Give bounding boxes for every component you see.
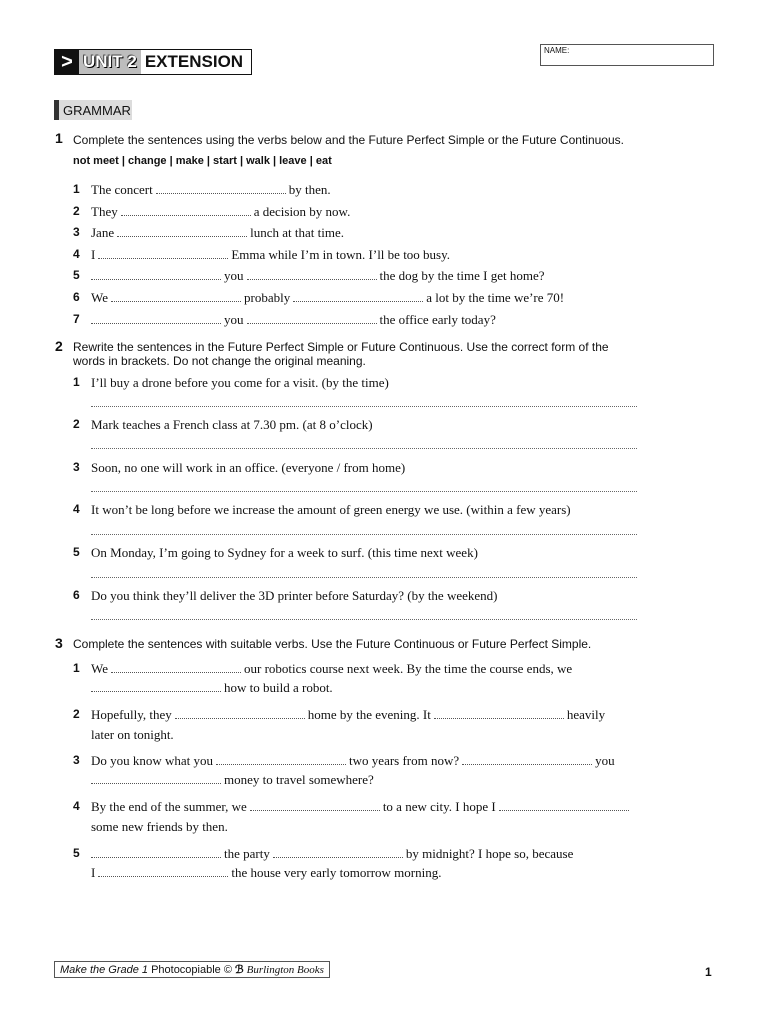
answer-blank[interactable]: [91, 782, 221, 784]
ex1-item-number: 3: [73, 225, 80, 239]
ex2-item-number: 6: [73, 588, 80, 602]
answer-blank[interactable]: [98, 257, 228, 259]
sentence-text: the office early today?: [379, 312, 496, 327]
ex3-item-number: 1: [73, 661, 80, 675]
footer-photocopiable: Photocopiable ©: [151, 963, 232, 976]
answer-line[interactable]: [91, 447, 637, 449]
exercise-2-instruction: [73, 340, 643, 368]
answer-blank[interactable]: [499, 809, 629, 811]
answer-blank[interactable]: [111, 300, 241, 302]
sentence-text: The concert: [91, 182, 153, 197]
ex1-item-7: [91, 312, 496, 328]
ex3-item-4-line-2: some new friends by then.: [91, 819, 228, 834]
arrow-icon: >: [55, 50, 79, 74]
answer-blank[interactable]: [111, 671, 241, 673]
ex3-item-2-line-1: [91, 707, 605, 723]
footer-credit: [54, 961, 330, 978]
ex3-item-1-line-1: [91, 661, 572, 677]
ex1-item-number: 5: [73, 268, 80, 282]
answer-blank[interactable]: [247, 322, 377, 324]
sentence-text: you: [224, 268, 244, 283]
footer-brand: Burlington Books: [246, 963, 324, 976]
answer-line[interactable]: [91, 490, 637, 492]
ex1-item-number: 2: [73, 204, 80, 218]
exercise-3-instruction: Complete the sentences with suitable verbs. Use the Future Continuous or Future Perfect Simple.: [73, 637, 592, 651]
sentence-text: the house very early tomorrow morning.: [231, 865, 442, 880]
exercise-1-instruction: Complete the sentences using the verbs below and the Future Perfect Simple or the Future Continuous.: [73, 133, 624, 147]
answer-blank[interactable]: [91, 322, 221, 324]
answer-line[interactable]: [91, 533, 637, 535]
ex3-item-3-line-1: [91, 753, 615, 769]
answer-line[interactable]: [91, 576, 637, 578]
instruction-line: words in brackets. Do not change the original meaning.: [73, 354, 366, 368]
answer-blank[interactable]: [293, 300, 423, 302]
section-tag-bar: [54, 100, 59, 120]
exercise-3-number: 3: [55, 635, 63, 651]
answer-blank[interactable]: [98, 875, 228, 877]
sentence-text: We: [91, 290, 108, 305]
sentence-text: Emma while I’m in town. I’ll be too busy.: [231, 247, 451, 262]
exercise-2-number: 2: [55, 338, 63, 354]
instruction-line: Rewrite the sentences in the Future Perfect Simple or Future Continuous. Use the correct form of the: [73, 340, 609, 354]
sentence-text: Jane: [91, 225, 115, 240]
unit-label: UNIT 2: [79, 50, 141, 74]
name-field[interactable]: [540, 44, 714, 66]
ex2-item-number: 2: [73, 417, 80, 431]
publisher-logo-icon: ℬ: [234, 964, 244, 976]
ex2-item-sentence: Soon, no one will work in an office. (everyone / from home): [91, 460, 406, 475]
sentence-text: By the end of the summer, we: [91, 799, 247, 814]
ex1-item-number: 7: [73, 312, 80, 326]
ex2-item-sentence: It won’t be long before we increase the amount of green energy we use. (within a few years): [91, 502, 571, 517]
exercise-1-number: 1: [55, 130, 63, 146]
answer-blank[interactable]: [273, 856, 403, 858]
sentence-text: Hopefully, they: [91, 707, 172, 722]
section-tag-label: GRAMMAR: [63, 102, 131, 118]
ex1-item-number: 6: [73, 290, 80, 304]
page-number: 1: [705, 965, 712, 979]
answer-blank[interactable]: [91, 278, 221, 280]
name-label: NAME:: [544, 46, 570, 55]
sentence-text: We: [91, 661, 108, 676]
answer-blank[interactable]: [175, 717, 305, 719]
sentence-text: the dog by the time I get home?: [379, 268, 545, 283]
ex3-item-number: 4: [73, 799, 80, 813]
ex1-item-4: [91, 247, 450, 263]
answer-blank[interactable]: [250, 809, 380, 811]
answer-blank[interactable]: [216, 763, 346, 765]
answer-blank[interactable]: [91, 690, 221, 692]
ex1-item-6: [91, 290, 564, 306]
sentence-text: They: [91, 204, 118, 219]
ex3-item-number: 2: [73, 707, 80, 721]
answer-blank[interactable]: [462, 763, 592, 765]
ex2-item-sentence: On Monday, I’m going to Sydney for a week to surf. (this time next week): [91, 545, 478, 560]
ex3-item-3-line-2: [91, 772, 374, 788]
ex3-item-5-line-2: [91, 865, 441, 881]
sentence-text: a lot by the time we’re 70!: [426, 290, 565, 305]
ex2-item-number: 4: [73, 502, 80, 516]
sentence-text: by then.: [288, 182, 331, 197]
ex2-item-number: 3: [73, 460, 80, 474]
sentence-text: to a new city. I hope I: [382, 799, 496, 814]
sentence-text: home by the evening. It: [307, 707, 431, 722]
answer-blank[interactable]: [434, 717, 564, 719]
sentence-text: lunch at that time.: [250, 225, 344, 240]
answer-blank[interactable]: [156, 192, 286, 194]
sentence-text: the party: [224, 846, 270, 861]
sentence-text: two years from now?: [349, 753, 460, 768]
unit-title: EXTENSION: [144, 52, 244, 71]
ex1-item-5: [91, 268, 544, 284]
sentence-text: I: [91, 865, 96, 880]
sentence-text: our robotics course next week. By the time the course ends, we: [244, 661, 573, 676]
ex3-item-5-line-1: [91, 846, 573, 862]
ex2-item-sentence: I’ll buy a drone before you come for a visit. (by the time): [91, 375, 389, 390]
sentence-text: probably: [244, 290, 291, 305]
ex1-item-2: [91, 204, 350, 220]
answer-blank[interactable]: [247, 278, 377, 280]
ex2-item-number: 5: [73, 545, 80, 559]
ex1-item-number: 1: [73, 182, 80, 196]
answer-line[interactable]: [91, 618, 637, 620]
sentence-text: you: [595, 753, 615, 768]
sentence-text: how to build a robot.: [224, 680, 333, 695]
sentence-text: I: [91, 247, 96, 262]
ex3-item-1-line-2: [91, 680, 333, 696]
ex1-item-1: [91, 182, 331, 198]
unit-header: [54, 49, 252, 75]
verb-list: not meet | change | make | start | walk | leave | eat: [73, 155, 332, 167]
ex2-item-number: 1: [73, 375, 80, 389]
footer-series: Make the Grade 1: [60, 963, 149, 976]
ex1-item-3: [91, 225, 344, 241]
answer-blank[interactable]: [117, 235, 247, 237]
ex3-item-number: 5: [73, 846, 80, 860]
ex1-item-number: 4: [73, 247, 80, 261]
sentence-text: money to travel somewhere?: [224, 772, 374, 787]
sentence-text: heavily: [566, 707, 606, 722]
ex3-item-number: 3: [73, 753, 80, 767]
sentence-text: you: [224, 312, 244, 327]
sentence-text: Do you know what you: [91, 753, 214, 768]
sentence-text: a decision by now.: [253, 204, 351, 219]
ex3-item-2-line-2: later on tonight.: [91, 727, 174, 742]
answer-blank[interactable]: [121, 214, 251, 216]
ex2-item-sentence: Do you think they’ll deliver the 3D printer before Saturday? (by the weekend): [91, 588, 498, 603]
ex2-item-sentence: Mark teaches a French class at 7.30 pm. (at 8 o’clock): [91, 417, 373, 432]
answer-blank[interactable]: [91, 856, 221, 858]
sentence-text: by midnight? I hope so, because: [405, 846, 574, 861]
section-tag: [54, 100, 132, 120]
answer-line[interactable]: [91, 405, 637, 407]
ex3-item-4-line-1: [91, 799, 632, 815]
